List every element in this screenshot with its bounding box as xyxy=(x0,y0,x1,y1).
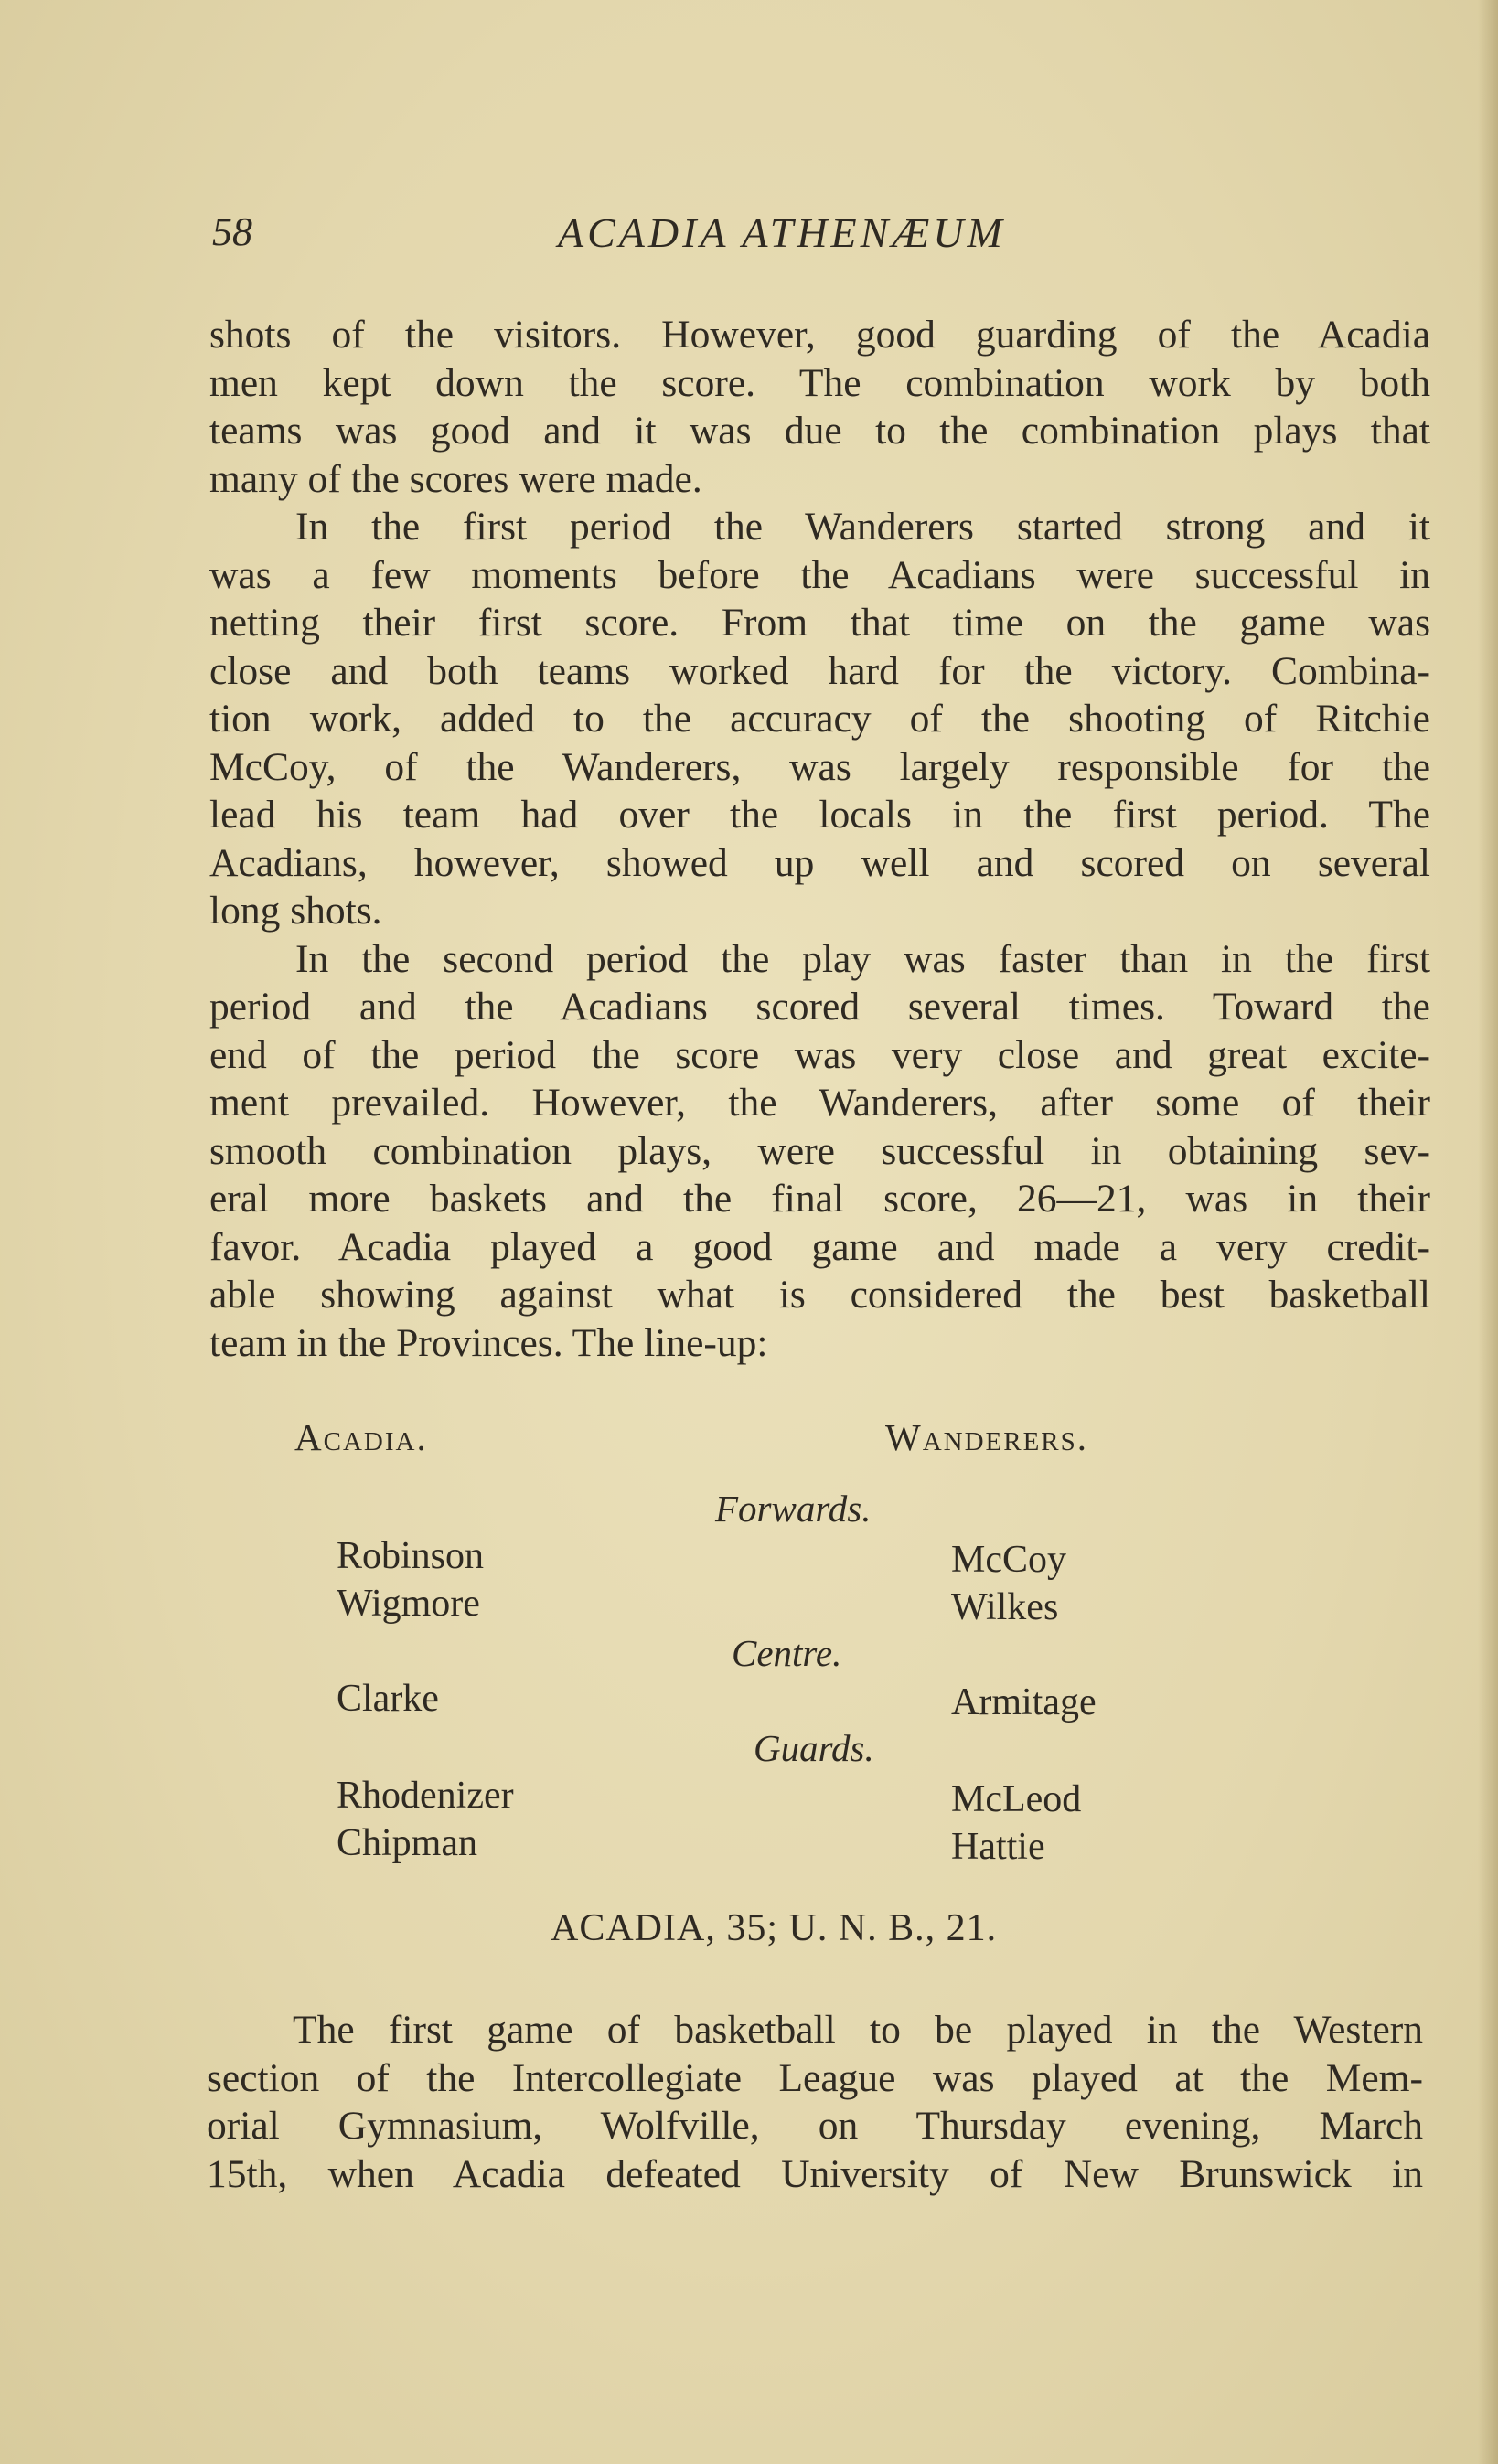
text-line: eral more baskets and the final score, 26—21, was in their xyxy=(209,1177,1430,1221)
text-line: In the first period the Wanderers started strong and it xyxy=(295,505,1430,549)
acadia-guard-1: Rhodenizer xyxy=(337,1775,514,1817)
text-line: 15th, when Acadia defeated University of New Brunswick in xyxy=(207,2151,1423,2196)
text-line: able showing against what is considered the best basketball xyxy=(209,1273,1430,1317)
page-number: 58 xyxy=(212,209,252,254)
acadia-centre: Clarke xyxy=(337,1678,439,1720)
text-line: In the second period the play was faster than in the first xyxy=(295,936,1430,981)
article-body-top xyxy=(209,311,1430,1367)
wanderers-forward-1: McCoy xyxy=(951,1539,1066,1581)
wanderers-guard-1: McLeod xyxy=(951,1778,1082,1820)
text-line: team in the Provinces. The line-up: xyxy=(209,1320,768,1365)
text-line: orial Gymnasium, Wolfville, on Thursday evening, March xyxy=(207,2104,1423,2148)
page-header xyxy=(212,208,1428,263)
running-title: ACADIA ATHENÆUM xyxy=(558,209,1006,256)
wanderers-centre: Armitage xyxy=(951,1681,1097,1723)
position-centre: Centre. xyxy=(732,1632,842,1674)
text-line: period and the Acadians scored several times. Toward the xyxy=(209,985,1430,1029)
score-heading: ACADIA, 35; U. N. B., 21. xyxy=(551,1907,998,1949)
text-line: end of the period the score was very close and great excite- xyxy=(209,1032,1430,1077)
text-line: close and both teams worked hard for the victory. Combina- xyxy=(209,648,1430,693)
text-line: Acadians, however, showed up well and scored on several xyxy=(209,840,1430,885)
text-line: netting their first score. From that time on the game was xyxy=(209,601,1430,645)
page-edge-shadow xyxy=(1478,0,1498,2464)
text-line: The first game of basketball to be played in the Western xyxy=(293,2008,1423,2052)
article-body-bottom xyxy=(207,2006,1423,2198)
wanderers-forward-2: Wilkes xyxy=(951,1586,1059,1628)
text-line: smooth combination plays, were successful in obtaining sev- xyxy=(209,1128,1430,1173)
acadia-forward-1: Robinson xyxy=(337,1535,485,1577)
position-forwards: Forwards. xyxy=(715,1488,872,1530)
wanderers-guard-2: Hattie xyxy=(951,1826,1045,1868)
text-line: was a few moments before the Acadians were successful in xyxy=(209,552,1430,597)
text-line: section of the Intercollegiate League was played at the Mem- xyxy=(207,2055,1423,2100)
text-line: lead his team had over the locals in the first period. The xyxy=(209,793,1430,837)
text-line: many of the scores were made. xyxy=(209,456,702,501)
acadia-guard-2: Chipman xyxy=(337,1822,477,1864)
text-line: men kept down the score. The combination work by both xyxy=(209,360,1430,405)
text-line: tion work, added to the accuracy of the shooting of Ritchie xyxy=(209,697,1430,741)
team-heading-wanderers: Wanderers. xyxy=(885,1416,1089,1458)
acadia-forward-2: Wigmore xyxy=(337,1583,480,1625)
text-line: McCoy, of the Wanderers, was largely responsible for the xyxy=(209,744,1430,789)
text-line: favor. Acadia played a good game and made a very credit- xyxy=(209,1224,1430,1269)
position-guards: Guards. xyxy=(754,1727,874,1769)
text-line: long shots. xyxy=(209,889,382,933)
text-line: ment prevailed. However, the Wanderers, after some of their xyxy=(209,1081,1430,1125)
text-line: teams was good and it was due to the combination plays that xyxy=(209,409,1430,453)
team-heading-acadia: Acadia. xyxy=(294,1416,428,1458)
text-line: shots of the visitors. However, good guarding of the Acadia xyxy=(209,313,1430,357)
